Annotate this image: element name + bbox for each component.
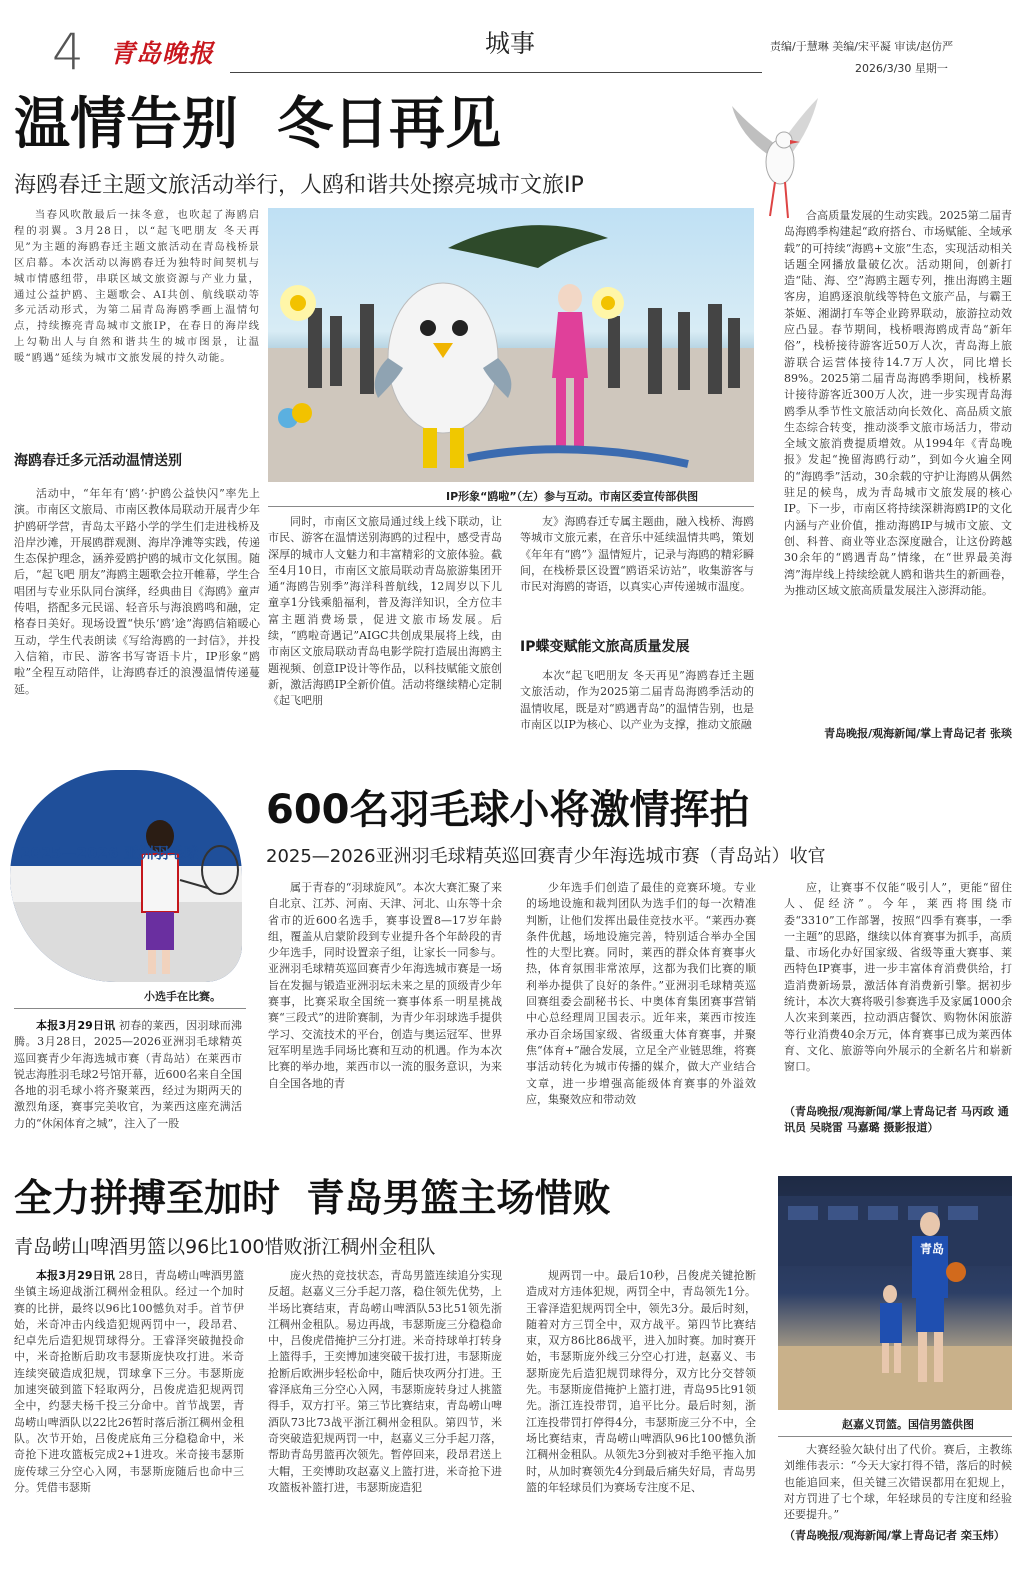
story3-photo-caption: 赵嘉义罚篮。国信男篮供图 [842, 1418, 974, 1431]
story2-col2: 属于青春的“羽球旋风”。本次大赛汇聚了来自北京、江苏、河南、天津、河北、山东等十余省市的近600名选手，赛事设置8—17岁年龄组，覆盖从启蒙阶段到专业提升各个年龄段的青少年选手，同时设置亲子组，让家长一同参与。亚洲羽毛球精英巡回赛青少年海选城市赛是一场旨在发掘与锻造亚洲羽坛未来之星的顶级青少年赛事，比赛采取全国统一赛事体系一明星挑战赛“三段式”的进阶赛制，为青少年羽球选手提供学习、交流技术的平台，创造与奥运冠军、世界冠军明星选手同场比赛和互动的机遇。作为本次比赛的举办地，莱西市以一流的服务意识，为来自全国各地的青 [268, 881, 502, 1090]
story1-lead: 当春风吹散最后一抹冬意，也吹起了海鸥启程的羽翼。3月28日，以“起飞吧朋友 冬天再见”为主题的海鸥春迁主题文旅活动在青岛栈桥景区启幕。本次活动以海鸥春迁为独特时间契机与城市情感纽带，串联区域文旅资源与产业力量，通过公益护鸥、主题歌会、AI共创、航线联动等多元活动形式，为第二届青岛海鸥季画上温情句点，持续擦亮青岛城市文旅IP，在春日的海岸线上勾勒出人与自然和谐共生的城市图景，让温暖“鸥遇”延续为城市文旅发展的持久动能。 [14, 209, 260, 365]
page-number: 4 [52, 23, 84, 81]
seagull-illustration [730, 96, 820, 226]
section-title: 城事 [484, 29, 535, 58]
story3-dateline: 本报3月29日讯 [36, 1269, 115, 1282]
story2-byline: （青岛晚报/观海新闻/掌上青岛记者 马丙政 通讯员 吴晓雷 马嘉璐 摄影报道） [784, 1105, 1009, 1134]
issue-date: 2026/3/30 星期一 [855, 62, 948, 75]
story2-col3: 少年选手们创造了最佳的竞赛环境。专业的场地设施和裁判团队为选手们的每一次精准判断，让他们发挥出最佳竞技水平。“莱西办赛条件优越，场地设施完善，特别适合举办全国性的大型比赛。同时，莱西的群众体育赛事火热，体育氛围非常浓厚，这都为我们比赛的顺利举办提供了良好的条件。”亚洲羽毛球精英巡回赛组委会副秘书长、中奥体育集团赛事营销中心总经理周卫国表示。近年来，莱西市按连承办百余场国家级、省级重大体育赛事，并聚焦“体育+”融合发展，立足全产业链思维，将赛事活动转化为城市传播的媒介，做大产业结合文章，进一步增强高能级体育赛事的外溢效应，集聚效应和带动效 [526, 881, 756, 1106]
story3-col1 [14, 1268, 244, 1564]
story1-subhead-1: 海鸥春迁多元活动温情送别 [14, 453, 182, 469]
story1-col1: 活动中，“年年有‘鸥’·护鸥公益快闪”率先上演。市南区文旅局、市南区教体局联动开展青少年护鸥研学营，青岛太平路小学的学生们走进栈桥及沿岸沙滩，开展鸥群观测、海岸净滩等实践，传递生态保护理念，涵养爱鸥护鸥的城市文化氛围。随后，“起飞吧 朋友”海鸥主题歌会拉开帷幕，学生合唱团与专业乐队同台演绎，经典曲目《海鸥》童声传唱，搭配多元民谣、轻音乐与海浪鸥鸣和融，定格春日美好。现场设置“快乐‘鸥’途”海鸥信箱暖心互动，学生代表朗读《写给海鸥的一封信》，并投入信箱，市民、游客书写寄语卡片，IP形象“鸥啦”全程互动陪伴，让海鸥春迁的浪漫温情传递蔓延。 [14, 487, 260, 696]
story1-col2: 同时，市南区文旅局通过线上线下联动，让市民、游客在温情送别海鸥的过程中，感受青岛深厚的城市人文魅力和丰富精彩的文旅体验。截至4月10日，市南区文旅局联动青岛旅游集团开通“海鸥告别季”海洋科普航线，12周岁以下儿童享1分钱乘船福利，普及海洋知识，全方位丰富主题消费场景，促进文旅市场发展。后续，“鸥啦奇遇记”AIGC共创成果展将上线，由市南区文旅局联动青岛电影学院打造展出海鸥主题视频、创意IP设计等作品，以科技赋能文旅创新，激活海鸥IP全新价值。活动将继续精心定制《起飞吧朋 [268, 515, 502, 708]
story2-col1-text: 初春的莱西，因羽球而沸腾。3月28日，2025—2026亚洲羽毛球精英巡回赛青少年海选城市赛（青岛站）在莱西市锐志海胜羽毛球2号馆开幕，近600名来自全国各地的羽毛球小将齐聚莱西，经过为期两天的激烈角逐，赛事完美收官，为莱西这座充满活力的“休闲体育之城”，注入了一股 [14, 1019, 242, 1130]
story1-caption-rule [268, 506, 754, 507]
story2-col1 [14, 1018, 242, 1154]
story2-dateline: 本报3月29日讯 [36, 1019, 116, 1032]
editors-credit: 责编/于慧琳 美编/宋平凝 审读/赵仿严 [770, 40, 954, 53]
story1-photo-caption: IP形象“鸥啦”（左）参与互动。市南区委宣传部供图 [446, 490, 699, 503]
story2-col4: 应，让赛事不仅能“吸引人”，更能“留住人、促经济”。今年，莱西将围绕市委“3310”工作部署，按照“四季有赛事，一季一主题”的思路，继续以体育赛事为抓手，高质量、市场化办好国家级、省级等重大赛事、莱西特色IP赛事，进一步丰富体育消费供给，打造消费新场景，激活体育消费新引擎。据初步统计，本次大赛将吸引参赛选手及家属1000余人次来到莱西，拉动酒店餐饮、购物休闲旅游等行业消费40余万元，体育赛事已成为莱西体育、文化、旅游等向外展示的全新名片和崭新窗口。 [784, 881, 1012, 1074]
story1-col4: 合高质量发展的生动实践。2025第二届青岛海鸥季构建起“政府搭台、市场赋能、全域承载”的可持续“海鸥+文旅”生态，实现活动相关话题全网播放量破亿次。活动期间，创新打造“陆、海、空”海鸥主题专列，推出海鸥主题客房，追鸥逐浪航线等特色文旅产品，与霸王茶姬、湘湖打车等企业跨界联动，旅游拉动效应凸显。春节期间，栈桥喂海鸥成青岛“新年俗”，栈桥接待游客近50万人次，青岛海上旅游联合运营体接待14.7万人次，同比增长89%。2025第二届青岛海鸥季期间，栈桥累计接待游客近300万人次，进一步实现青岛海鸥季从季节性文旅活动向长效化、高品质文旅生态综合转变，推动淡季文旅市场活力，带动全域文旅消费提质增效。从1994年《青岛晚报》发起“挽留海鸥行动”，到如今火遍全网的“海鸥季”活动，30余载的守护让海鸥从偶然驻足的候鸟，成为青岛城市文旅发展的核心IP。下一步，市南区将持续深耕海鸥IP的文化内涵与产业价值，推动海鸥IP与城市文旅、文创、科普、商业等业态深度融合，让这份跨越30余年的“鸥遇青岛”情缘，在“世界最美海湾”海岸线上持续绘就人鸥和谐共生的新画卷，为推动区域文旅高质量发展注入澎湃动能。 [784, 209, 1012, 597]
story3-byline: （青岛晚报/观海新闻/掌上青岛记者 栾玉炜） [784, 1529, 1005, 1542]
story3-jersey-text: 青岛 [920, 1242, 945, 1256]
story2-headline: 600名羽毛球小将激情挥拍 [266, 787, 750, 833]
story1-subheadline: 海鸥春迁主题文旅活动举行，人鸥和谐共处擦亮城市文旅IP [14, 173, 584, 198]
story3-col2: 庞火热的竞技状态，青岛男篮连续追分实现反超。赵嘉义三分手起刀落，稳住领先优势，上半场比赛结束，青岛崂山啤酒队53比51领先浙江稠州金租队。易边再战，韦瑟斯庞三分稳稳命中，吕俊虎借掩护三分打进。米奇持球单打转身上篮得手，王奕博加速突破干拔打进，韦瑟斯庞抢断后欧洲步轻松命中，随后快攻两分打进。王睿泽底角三分空心入网，韦瑟斯庞转身过人挑篮得手，双方打平。第三节比赛结束，青岛崂山啤酒队73比73战平浙江稠州金租队。第四节，米奇突破造犯规两罚一中，赵嘉义三分手起刀落，帮助青岛男篮再次领先。暂停回来，段昂君送上大帽，王奕博助攻赵嘉义上篮打进，米奇抢下进攻篮板补篮打进，韦瑟斯庞造犯 [268, 1269, 502, 1494]
story3-photo [778, 1176, 1012, 1410]
story1-headline: 温情告别 冬日再见 [14, 92, 501, 157]
story1-col3b: 本次“起飞吧朋友 冬天再见”海鸥春迁主题文旅活动，作为2025第二届青岛海鸥季活动的温情收尾，既是对“鸥遇青岛”的温情告别，也是市南区以IP为核心、以产业为支撑，推动文旅融 [520, 669, 754, 731]
story2-photo-caption: 小选手在比赛。 [144, 990, 221, 1003]
header-rule [230, 72, 762, 73]
story3-col4: 大赛经验欠缺付出了代价。赛后，主教练刘维伟表示：“今天大家打得不错，落后的时候也能追回来，但关键三次错误都用在犯规上，对方罚进了七个球，年轻球员的专注度和经验还要提升。” [784, 1443, 1012, 1522]
story2-photo [10, 770, 242, 982]
story1-photo [268, 208, 754, 482]
story3-col3: 规两罚一中。最后10秒，吕俊虎关键抢断造成对方违体犯规，两罚全中，青岛领先1分。王睿泽造犯规两罚全中，领先3分。最后时刻，随着对方三罚全中，双方战平。第四节比赛结束，双方86比86战平，进入加时赛。加时赛开始，韦瑟斯庞外线三分空心打进，赵嘉义、韦瑟斯庞先后造犯规罚球得分，双方比分交替领先。韦瑟斯庞借掩护上篮打进，青岛95比91领先。浙江连投带罚，追平比分。最后时刻，浙江连投带罚打停得4分，韦瑟斯庞三分不中，全场比赛结束，青岛崂山啤酒队96比100憾负浙江稠州金租队。从领先3分到被对手绝平拖入加时，从加时赛领先4分到最后痛失好局，青岛男篮的年轻球员们为赛场专注度不足、 [526, 1269, 756, 1494]
paper-masthead: 青岛晚报 [110, 39, 215, 68]
story3-subheadline: 青岛崂山啤酒男篮以96比100惜败浙江稠州金租队 [14, 1236, 436, 1258]
story3-headline: 全力拼搏至加时 青岛男篮主场惜败 [14, 1176, 611, 1220]
story1-byline: 青岛晚报/观海新闻/掌上青岛记者 张琰 [824, 727, 1012, 740]
story1-subhead-2: IP蝶变赋能文旅高质量发展 [520, 639, 690, 655]
story1-col3a: 友》海鸥春迁专属主题曲，融入栈桥、海鸥等城市文旅元素，在音乐中延续温情共鸣，策划《年年有“鸥”》温情短片，记录与海鸥的精彩瞬间，在栈桥景区设置“鸥语采访站”，收集游客与市民对海鸥的寄语，以真实心声传递城市温度。 [520, 515, 754, 594]
story2-photo-banner: 2025—2026 亚洲羽毛球 [20, 844, 199, 862]
story2-subheadline: 2025—2026亚洲羽毛球精英巡回赛青少年海选城市赛（青岛站）收官 [266, 846, 826, 867]
story2-caption-rule [14, 1008, 246, 1009]
story3-col1-text: 28日，青岛崂山啤酒男篮坐镇主场迎战浙江稠州金租队。经过一个加时赛的比拼，最终以96比100憾负对手。首节伊始，米奇冲击内线造犯规两罚中一，段昂君、纪卓先后造犯规罚球得分。王睿泽突破抛投命中，米奇抢断后助攻韦瑟斯庞快攻打进。米奇连续突破造成犯规，罚球拿下三分。韦瑟斯庞加速突破到篮下轻取两分，吕俊虎造犯规两罚全中，约瑟夫杨千投三分命中。首节战罢，青岛崂山啤酒队以22比26暂时落后浙江稠州金租队。次节开始，吕俊虎底角三分稳稳命中，米奇抢下进攻篮板完成2+1进攻。米奇接韦瑟斯庞传球三分空心入网，韦瑟斯庞随后也命中三分。凭借韦瑟斯 [14, 1269, 244, 1494]
story3-caption-rule [778, 1436, 1012, 1437]
